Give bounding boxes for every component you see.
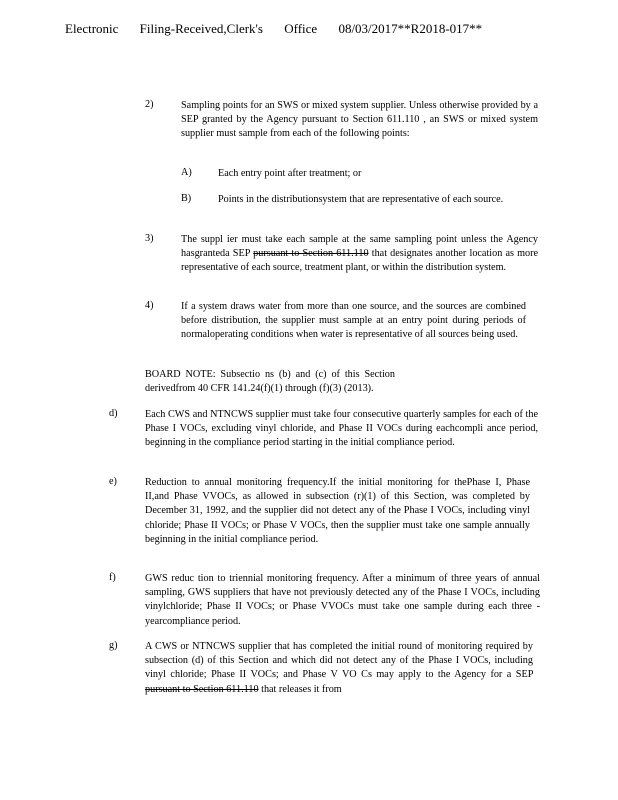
header-office: Office <box>284 21 318 36</box>
item-g-text <box>145 640 533 697</box>
item-e-text: Reduction to annual monitoring frequency.If the initial monitoring for thePhase I, Phase II,and Phase VVOCs, as allowed in subsection (r)(1) of this Section, was completed by December 31, 1992, and the supplier did not detect any of the Phase I VOCs, including vinyl chloride; Phase II VOCs; or Phase V VOCs, then the supplier must take one sample annually beginning in the initial compliance period. <box>145 477 530 545</box>
item-g-text-a: A CWS or NTNCWS supplier that has completed the initial round of monitoring required by subsection (d) of this Section and which did not detect any of the Phase I VOCs, including vinyl chloride; Phase II VOCs; and Phase V VO Cs may apply to the Agency for a SEP <box>145 641 533 681</box>
item-2-text: Sampling points for an SWS or mixed system supplier. Unless otherwise provided by a SEP granted by the Agency pursuant to Section 611.110 , an SWS or mixed system supplier must sample from each of the following points: <box>181 100 538 140</box>
item-3-text-a: The suppl ier must take each sample at the same sampling point unless the Agency hasgranteda SEP <box>181 234 538 260</box>
item-d-number: d) <box>109 408 118 419</box>
item-e-number: e) <box>109 476 117 487</box>
header-date: 08/03/2017**R2018-017** <box>338 21 483 36</box>
item-3-text <box>181 233 538 276</box>
item-f-text: GWS reduc tion to triennial monitoring frequency. After a minimum of three years of annual sampling, GWS suppliers that have not previously detected any of the Phase I VOCs, including vinylchloride; Phase II VOCs; or Phase VVOCs must take one sample during each three -yearcompliance period. <box>145 573 540 627</box>
item-3-number: 3) <box>145 233 154 244</box>
item-f-number: f) <box>109 572 116 583</box>
item-2b-number: B) <box>181 193 192 204</box>
item-d-text: Each CWS and NTNCWS supplier must take four consecutive quarterly samples for each of the Phase I VOCs, excluding vinyl chloride, and Phase II VOCs during eachcompli ance period, beginning in the compliance period starting in the initial compliance period. <box>145 409 538 449</box>
header-filing: Filing-Received,Clerk's <box>139 21 263 36</box>
item-4-text: If a system draws water from more than one source, and the sources are combined before distribution, the supplier must sample at an entry point during periods of normaloperating conditions when water is representative of all sources being used. <box>181 301 526 341</box>
item-2a-text: Each entry point after treatment; or <box>218 168 362 179</box>
header-electronic: Electronic <box>65 21 119 36</box>
page-header <box>65 21 500 37</box>
item-3-text-b: that designates another location as more representative of each source, treatment plant, or within the distribution system. <box>181 248 539 274</box>
item-g-strikethrough: pursuant to Section 611.110 <box>145 683 259 695</box>
item-2a-number: A) <box>181 167 192 178</box>
item-g-number: g) <box>109 640 118 651</box>
item-2b-text: Points in the distributionsystem that are representative of each source. <box>218 194 504 205</box>
item-2-number: 2) <box>145 99 154 110</box>
board-note: BOARD NOTE: Subsectio ns (b) and (c) of this Section derivedfrom 40 CFR 141.24(f)(1) through (f)(3) (2013). <box>145 369 395 395</box>
item-g-text-b: that releases it from <box>261 683 342 695</box>
item-4-number: 4) <box>145 300 154 311</box>
item-3-strikethrough: pursuant to Section 611.110 <box>253 248 369 260</box>
